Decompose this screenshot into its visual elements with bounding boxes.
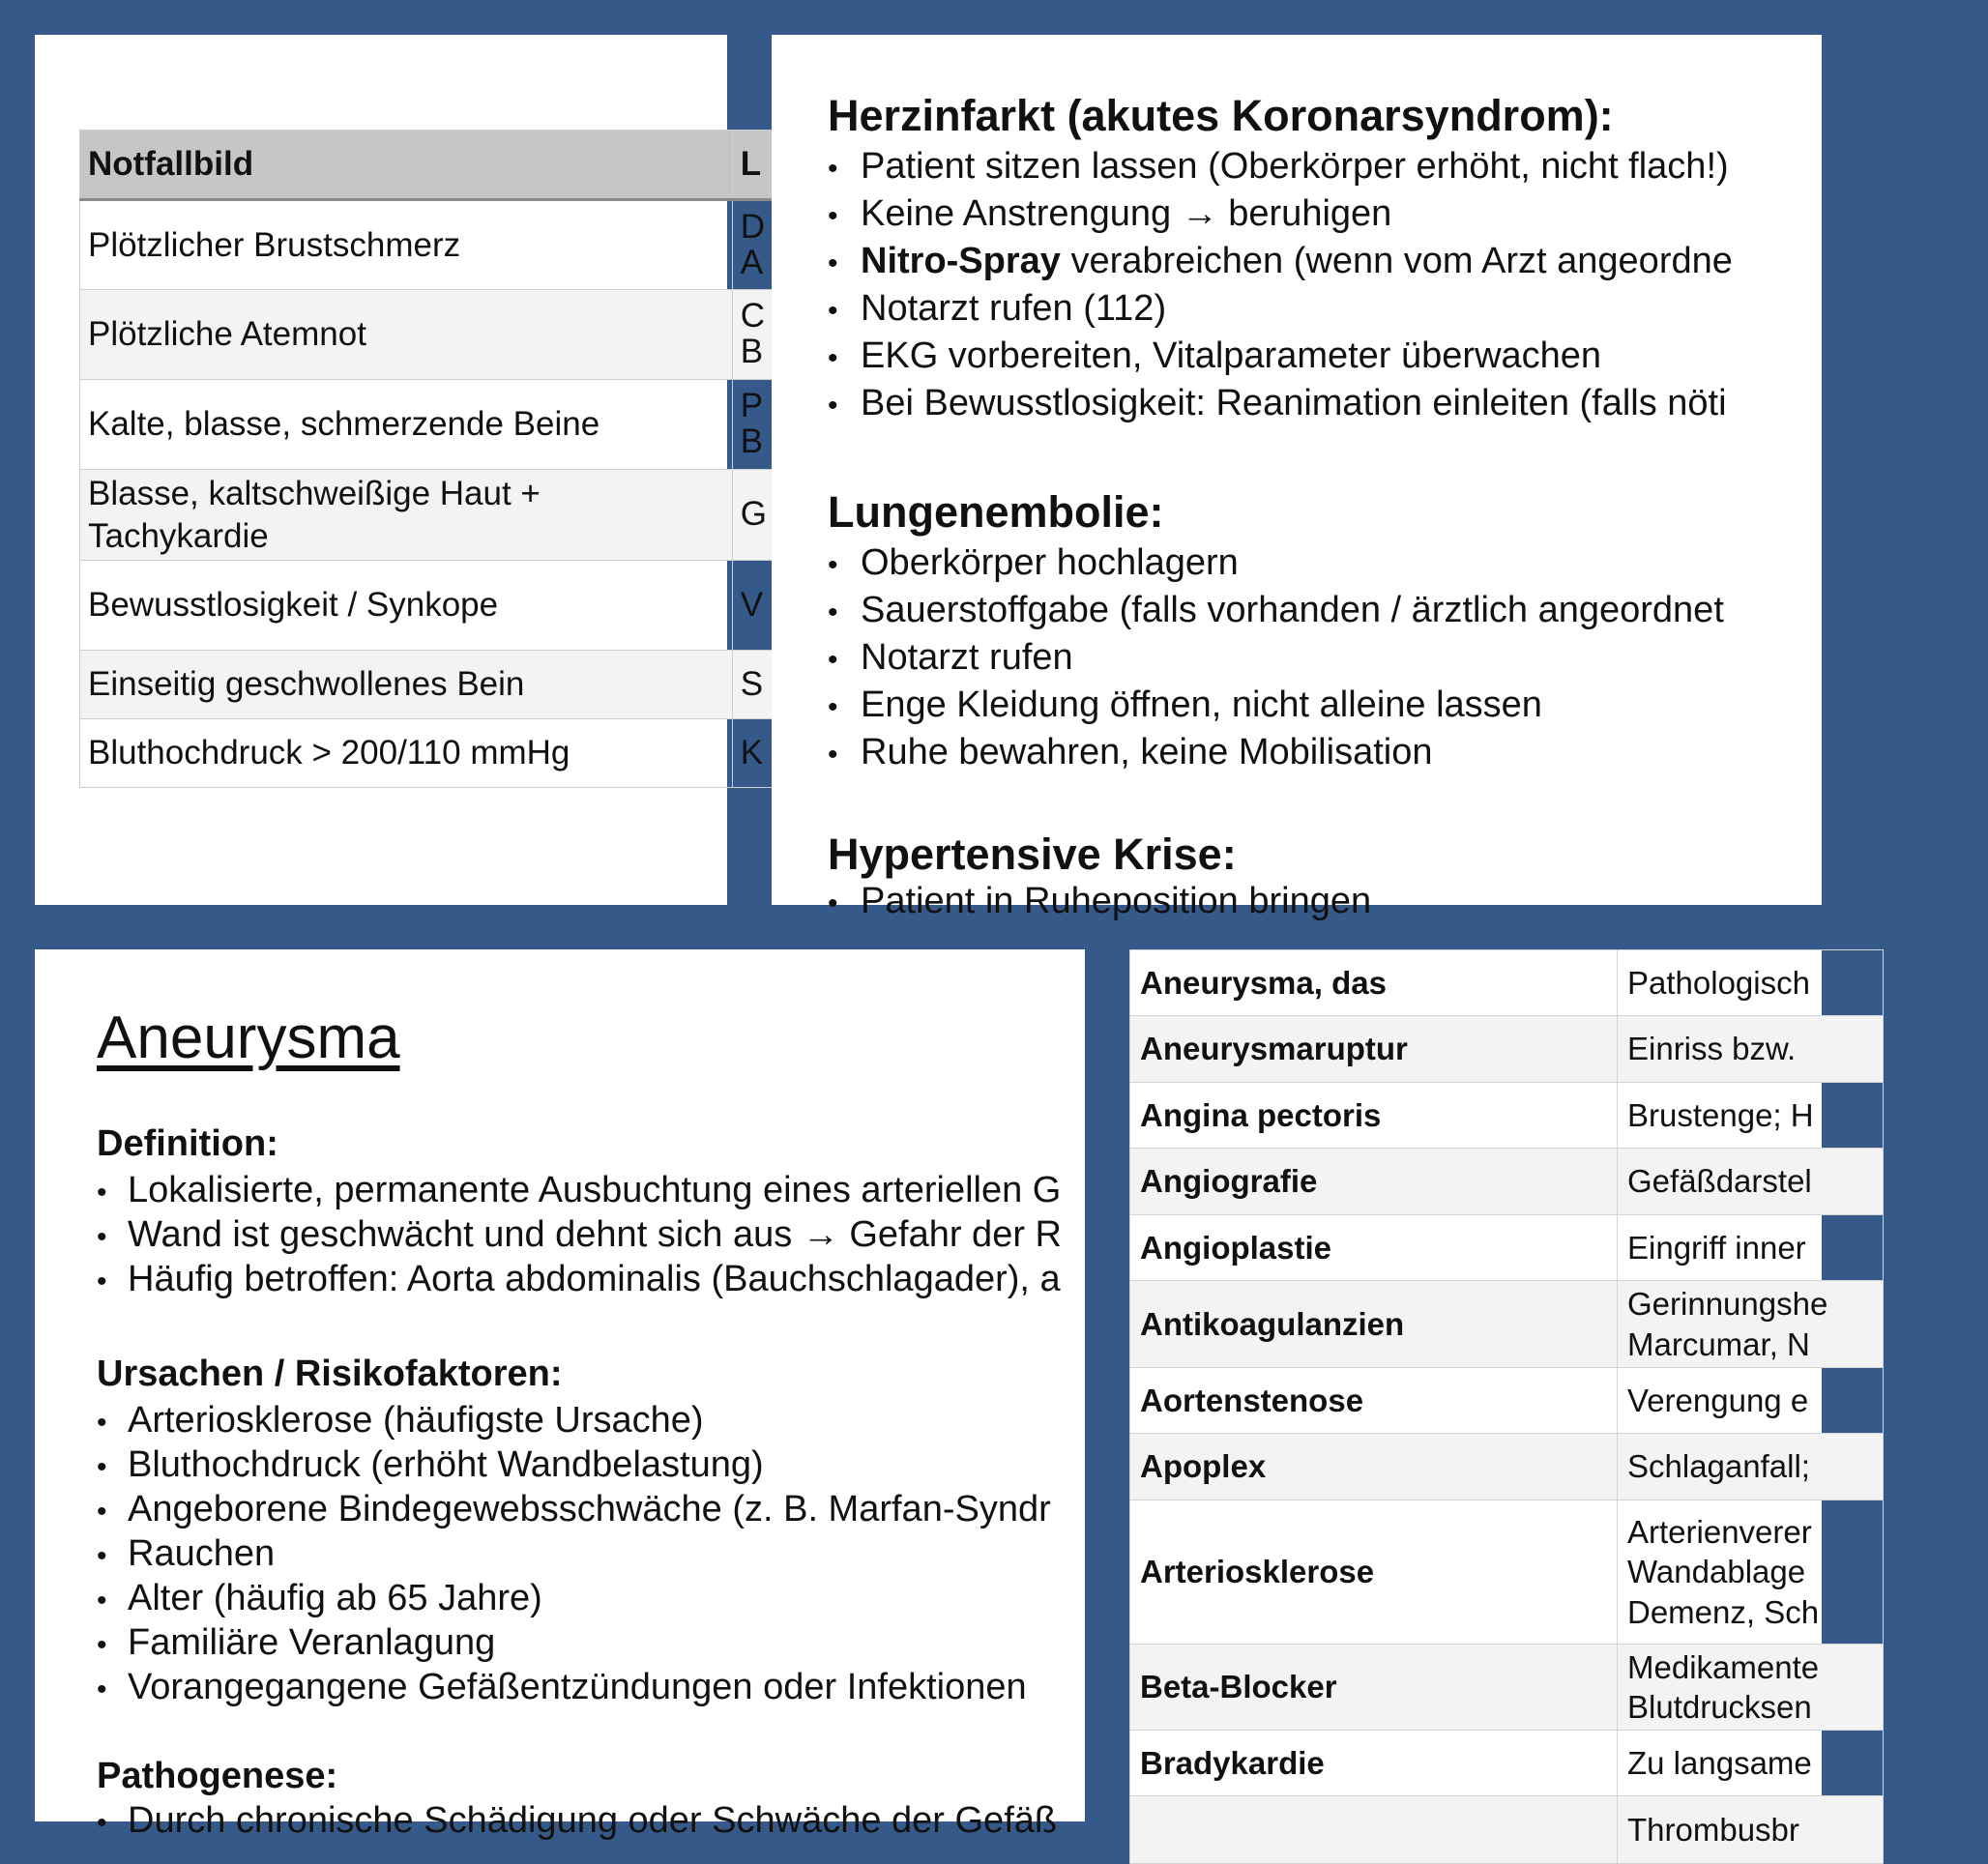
list-item: • Patient sitzen lassen (Oberkörper erhöht, nicht flach!): [828, 146, 1729, 187]
definition-heading: Definition:: [97, 1123, 278, 1164]
table-row: [1130, 1368, 1884, 1434]
table-row: [80, 290, 775, 380]
emergency-measures-panel: [772, 35, 1822, 921]
list-item: • EKG vorbereiten, Vitalparameter überwachen: [828, 335, 1602, 376]
table-row: [1130, 1731, 1884, 1796]
measure-cell: V: [732, 561, 775, 651]
glossary-panel: [1129, 949, 1828, 1848]
hypertensive-krise-list: [828, 878, 1988, 925]
definition-cell: Pathologisch: [1618, 950, 1884, 1016]
herzinfarkt-list: [828, 143, 1988, 427]
term-cell: Arteriosklerose: [1130, 1500, 1618, 1645]
list-item: • Enge Kleidung öffnen, nicht alleine lassen: [828, 684, 1542, 725]
list-item: • Wand ist geschwächt und dehnt sich aus → Gefahr der R: [97, 1214, 1062, 1255]
term-cell: Beta-Blocker: [1130, 1645, 1618, 1731]
definition-cell: Zu langsame: [1618, 1731, 1884, 1796]
list-item: • Bei Bewusstlosigkeit: Reanimation einleiten (falls nöti: [828, 383, 1727, 423]
table-row: [1130, 1500, 1884, 1645]
list-item: • Lokalisierte, permanente Ausbuchtung eines arteriellen G: [97, 1170, 1062, 1210]
symptom-cell: Einseitig geschwollenes Bein: [80, 651, 733, 719]
table-row: [1130, 1434, 1884, 1500]
list-item: • Vorangegangene Gefäßentzündungen oder Infektionen: [97, 1667, 1027, 1707]
list-item: • Notarzt rufen: [828, 637, 1073, 678]
list-item: • Angeborene Bindegewebsschwäche (z. B. Marfan-Syndr: [97, 1489, 1051, 1529]
list-item: • Arteriosklerose (häufigste Ursache): [97, 1400, 704, 1441]
table-row: [1130, 1645, 1884, 1731]
measure-cell: C B: [732, 290, 775, 380]
term-cell: Aneurysma, das: [1130, 950, 1618, 1016]
symptom-cell: Bewusstlosigkeit / Synkope: [80, 561, 733, 651]
symptom-cell: Plötzliche Atemnot: [80, 290, 733, 380]
page-title: Aneurysma: [97, 1005, 400, 1071]
list-item: • Sauerstoffgabe (falls vorhanden / ärztlich angeordnet: [828, 590, 1724, 630]
definition-cell: Eingriff inner: [1618, 1215, 1884, 1281]
term-cell: Bradykardie: [1130, 1731, 1618, 1796]
section-title-hypertensive-krise: Hypertensive Krise:: [828, 830, 1237, 879]
section-title-herzinfarkt: Herzinfarkt (akutes Koronarsyndrom):: [828, 91, 1614, 140]
table-row: [1130, 1281, 1884, 1368]
section-title-lungenembolie: Lungenembolie:: [828, 487, 1164, 537]
measure-cell: K: [732, 719, 775, 788]
term-cell: Antikoagulanzien: [1130, 1281, 1618, 1368]
glossary-table: [1129, 949, 1884, 1864]
list-item: • Keine Anstrengung → beruhigen: [828, 193, 1392, 234]
header-second-column: L: [732, 131, 775, 200]
measure-cell: D A: [732, 200, 775, 290]
list-item: • Alter (häufig ab 65 Jahre): [97, 1578, 542, 1618]
term-cell: Aortenstenose: [1130, 1368, 1618, 1434]
measure-cell: P B: [732, 380, 775, 470]
table-row: [1130, 1083, 1884, 1149]
definition-cell: Arterienverer Wandablage Demenz, Sch: [1618, 1500, 1884, 1645]
symptom-cell: Blasse, kaltschweißige Haut + Tachykardie: [80, 470, 733, 561]
list-item: • Durch chronische Schädigung oder Schwäche der Gefäß: [97, 1800, 1058, 1841]
list-item: • Oberkörper hochlagern: [828, 542, 1239, 583]
table-row: [80, 470, 775, 561]
list-item: • Patient in Ruheposition bringen: [828, 881, 1372, 921]
term-cell: Angina pectoris: [1130, 1083, 1618, 1149]
list-item: • Bluthochdruck (erhöht Wandbelastung): [97, 1444, 764, 1485]
table-row: [80, 200, 775, 290]
causes-heading: Ursachen / Risikofaktoren:: [97, 1354, 563, 1394]
term-cell: Angiografie: [1130, 1149, 1618, 1215]
symptom-cell: Bluthochdruck > 200/110 mmHg: [80, 719, 733, 788]
definition-cell: Einriss bzw.: [1618, 1016, 1884, 1083]
table-row: [80, 719, 775, 788]
aneurysma-notes-panel: [35, 949, 1085, 1841]
definition-cell: Gerinnungshe Marcumar, N: [1618, 1281, 1884, 1368]
table-row: [80, 561, 775, 651]
term-cell: Apoplex: [1130, 1434, 1618, 1500]
term-cell: Angioplastie: [1130, 1215, 1618, 1281]
definition-cell: Thrombusbr: [1618, 1796, 1884, 1864]
term-cell: [1130, 1796, 1618, 1864]
definition-cell: Verengung e: [1618, 1368, 1884, 1434]
list-item: • Notarzt rufen (112): [828, 288, 1167, 329]
table-row: [1130, 950, 1884, 1016]
definition-cell: Gefäßdarstel: [1618, 1149, 1884, 1215]
header-notfallbild: Notfallbild: [80, 131, 733, 200]
table-row: [1130, 1215, 1884, 1281]
measure-cell: G: [732, 470, 775, 561]
list-item: • Familiäre Veranlagung: [97, 1622, 496, 1663]
emergency-table: [79, 130, 775, 788]
measure-cell: S: [732, 651, 775, 719]
list-item: • Nitro-Spray verabreichen (wenn vom Arzt angeordne: [828, 241, 1733, 281]
table-row: [80, 380, 775, 470]
emergency-table-panel: [35, 35, 767, 905]
symptom-cell: Plötzlicher Brustschmerz: [80, 200, 733, 290]
pathogenese-heading: Pathogenese:: [97, 1756, 338, 1796]
definition-cell: Schlaganfall;: [1618, 1434, 1884, 1500]
lungenembolie-list: [828, 539, 1988, 776]
term-cell: Aneurysmaruptur: [1130, 1016, 1618, 1083]
definition-cell: Brustenge; H: [1618, 1083, 1884, 1149]
symptom-cell: Kalte, blasse, schmerzende Beine: [80, 380, 733, 470]
table-header-row: [80, 131, 775, 200]
list-item: • Rauchen: [97, 1533, 276, 1574]
table-row: [80, 651, 775, 719]
table-row: [1130, 1149, 1884, 1215]
list-item: • Ruhe bewahren, keine Mobilisation: [828, 732, 1433, 772]
list-item: • Häufig betroffen: Aorta abdominalis (Bauchschlagader), a: [97, 1259, 1061, 1299]
table-row: [1130, 1796, 1884, 1864]
definition-cell: Medikamente Blutdrucksen: [1618, 1645, 1884, 1731]
table-row: [1130, 1016, 1884, 1083]
